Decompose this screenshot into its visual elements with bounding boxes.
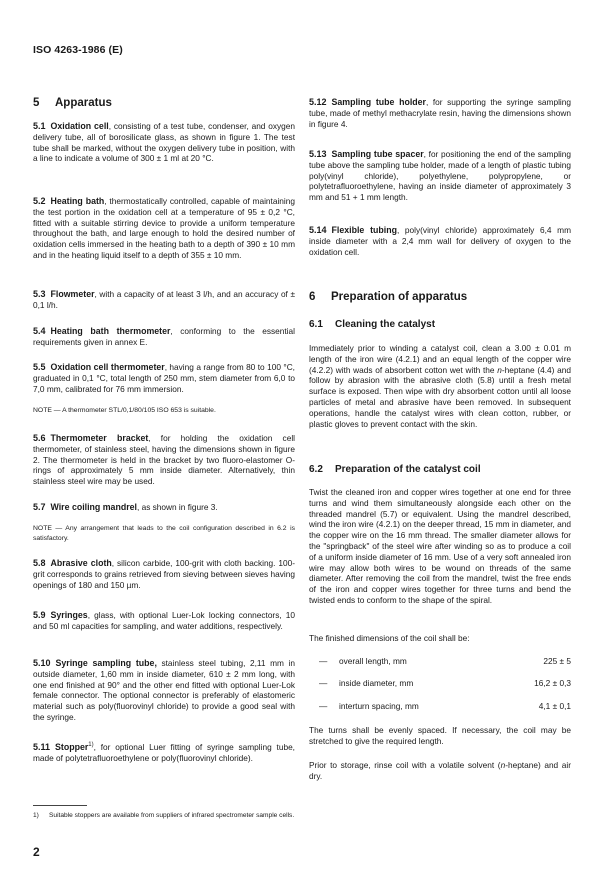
paragraph-6-2-a: Twist the cleaned iron and copper wires together at one end for three turns and wind them simultaneously alongside each other on the threaded mandrel (5.7) or equivalent. Using the mandrel described, wind the iron wire (4.2.1) on the deeper thread, 15 mm in diameter, and the copper wire on the 16 mm thread. The smaller diameter allows for the "springback" of the steel wire after winding so as to produce a coil of a uniform inside diameter of 16 mm. Use of a very soft annealed iron wire may allow both wires to be wound on threads of the same diameter. After removing the coil from the mandrel, twist the free ends of the iron and copper wires together for three turns and bend the twisted ends to conform to the shape of the spiral. — [309, 487, 571, 605]
footnote-divider — [33, 805, 87, 806]
dimension-row: — interturn spacing, mm 4,1 ± 0,1 — [319, 701, 571, 711]
note-5-7: NOTE — Any arrangement that leads to the coil configuration described in 6.2 is satisfactory. — [33, 525, 295, 542]
dimension-row: — overall length, mm 225 ± 5 — [319, 656, 571, 666]
footnote: 1) Suitable stoppers are available from suppliers of infrared spectrometer sample cells. — [33, 812, 295, 819]
paragraph-6-2-d: Prior to storage, rinse coil with a volatile solvent (n-heptane) and air dry. — [309, 760, 571, 781]
clause-5-10: 5.10 Syringe sampling tube, stainless steel tubing, 2,11 mm in outside diameter, 1,60 mm in inside diameter, 610 ± 2 mm long, with one end finished at 90° and the other end fitted with optional Luer-Lok female connector. The optional connector is preferably of elastomeric material such as poly(fluorovinyl chloride) to provide a good seal with the syringe. — [33, 658, 295, 722]
clause-5-9: 5.9 Syringes, glass, with optional Luer-Lok locking connectors, 10 and 50 ml capacities for sampling, and water additions, respectively. — [33, 610, 295, 631]
paragraph-6-2-b: The finished dimensions of the coil shall be: — [309, 633, 470, 643]
clause-5-7: 5.7 Wire coiling mandrel, as shown in figure 3. — [33, 502, 218, 512]
subsection-6-2-heading: 6.2 Preparation of the catalyst coil — [309, 464, 481, 475]
clause-5-12: 5.12 Sampling tube holder, for supporting the syringe sampling tube, made of methyl methacrylate resin, having the dimensions shown in figure 4. — [309, 97, 571, 129]
section-6-heading: 6 Preparation of apparatus — [309, 291, 468, 303]
section-5-heading: 5 Apparatus — [33, 97, 112, 109]
dimension-row: — inside diameter, mm 16,2 ± 0,3 — [319, 678, 571, 688]
page-number: 2 — [33, 845, 40, 859]
footnote-ref: 1) — [88, 742, 94, 748]
clause-5-3: 5.3 Flowmeter, with a capacity of at least 3 l/h, and an accuracy of ± 0,1 l/h. — [33, 289, 295, 310]
clause-5-11: 5.11 Stopper$^{1)}$, for optional Luer fitting of syringe sampling tube, made of polytetrafluoroethylene or poly(fluorovinyl chloride). — [33, 742, 295, 763]
clause-5-1: 5.1 Oxidation cell, consisting of a test tube, condenser, and oxygen delivery tube, all of borosilicate glass, as shown in figure 1. The test tube shall be marked, without the oxygen delivery tube in position, with a line to indicate a volume of 300 ± 1 ml at 20 °C. — [33, 121, 295, 164]
clause-5-5: 5.5 Oxidation cell thermometer, having a range from 80 to 100 °C, graduated in 0,1 °C, total length of 250 mm, stem diameter from 6,0 to 7,0 mm, calibrated for 76 mm immersion. — [33, 362, 295, 394]
clause-5-8: 5.8 Abrasive cloth, silicon carbide, 100-grit with cloth backing. 100-grit corresponds to grains retrieved from sieving between sieves having openings of 180 and 150 µm. — [33, 558, 296, 590]
paragraph-6-1: Immediately prior to winding a catalyst coil, clean a 3.00 ± 0.01 m length of the iron wire (4.2.1) and an equal length of the copper wire (4.2.2) with wads of absorbent cotton wet with the n-heptane (4.4) and follow by abrasion with the abrasive cloth (5.8) until a fresh metal surface is exposed. Then wipe with dry absorbent cotton until all loose particles of metal and abrasive have been removed. In subsequent operations, handle the catalyst wires with clean cotton, rubber, or plastic gloves to prevent contact with the skin. — [309, 343, 571, 429]
subsection-6-1-heading: 6.1 Cleaning the catalyst — [309, 319, 436, 330]
clause-5-14: 5.14 Flexible tubing, poly(vinyl chloride) approximately 6,4 mm inside diameter with a 2,4 mm wall for delivery of oxygen to the oxidation cell. — [309, 225, 571, 257]
note-5-5: NOTE — A thermometer STL/0,1/80/105 ISO 653 is suitable. — [33, 407, 216, 414]
standard-header: ISO 4263-1986 (E) — [33, 44, 123, 56]
clause-5-2: 5.2 Heating bath, thermostatically controlled, capable of maintaining the test portion in the oxidation cell at a temperature of 95 ± 0,2 °C, fitted with a suitable stirring device to provide a uniform temperature throughout the bath, and large enough to hold the desired number of oxidation cells immersed in the heating bath to a depth of 390 ± 10 mm and in the heating liquid itself to a depth of 355 ± 10 mm. — [33, 196, 295, 260]
clause-5-4: 5.4 Heating bath thermometer, conforming to the essential requirements given in annex E. — [33, 326, 295, 347]
clause-5-6: 5.6 Thermometer bracket, for holding the oxidation cell thermometer, of stainless steel, having the dimensions shown in figure 2. The thermometer is held in the bracket by two fluoro-elastomer O-rings of approximately 5 mm inside diameter. Alternatively, thin stainless steel wire may be used. — [33, 433, 296, 487]
paragraph-6-2-c: The turns shall be evenly spaced. If necessary, the coil may be stretched to give the required length. — [309, 725, 571, 746]
clause-5-13: 5.13 Sampling tube spacer, for positioning the end of the sampling tube above the sampling tube holder, made of a length of plastic tubing poly(vinyl chloride), polyethylene, polypropylene, or polytetrafluoroethylene, having an inside diameter of approximately 3 mm and 51 + 1 mm length. — [309, 149, 572, 203]
